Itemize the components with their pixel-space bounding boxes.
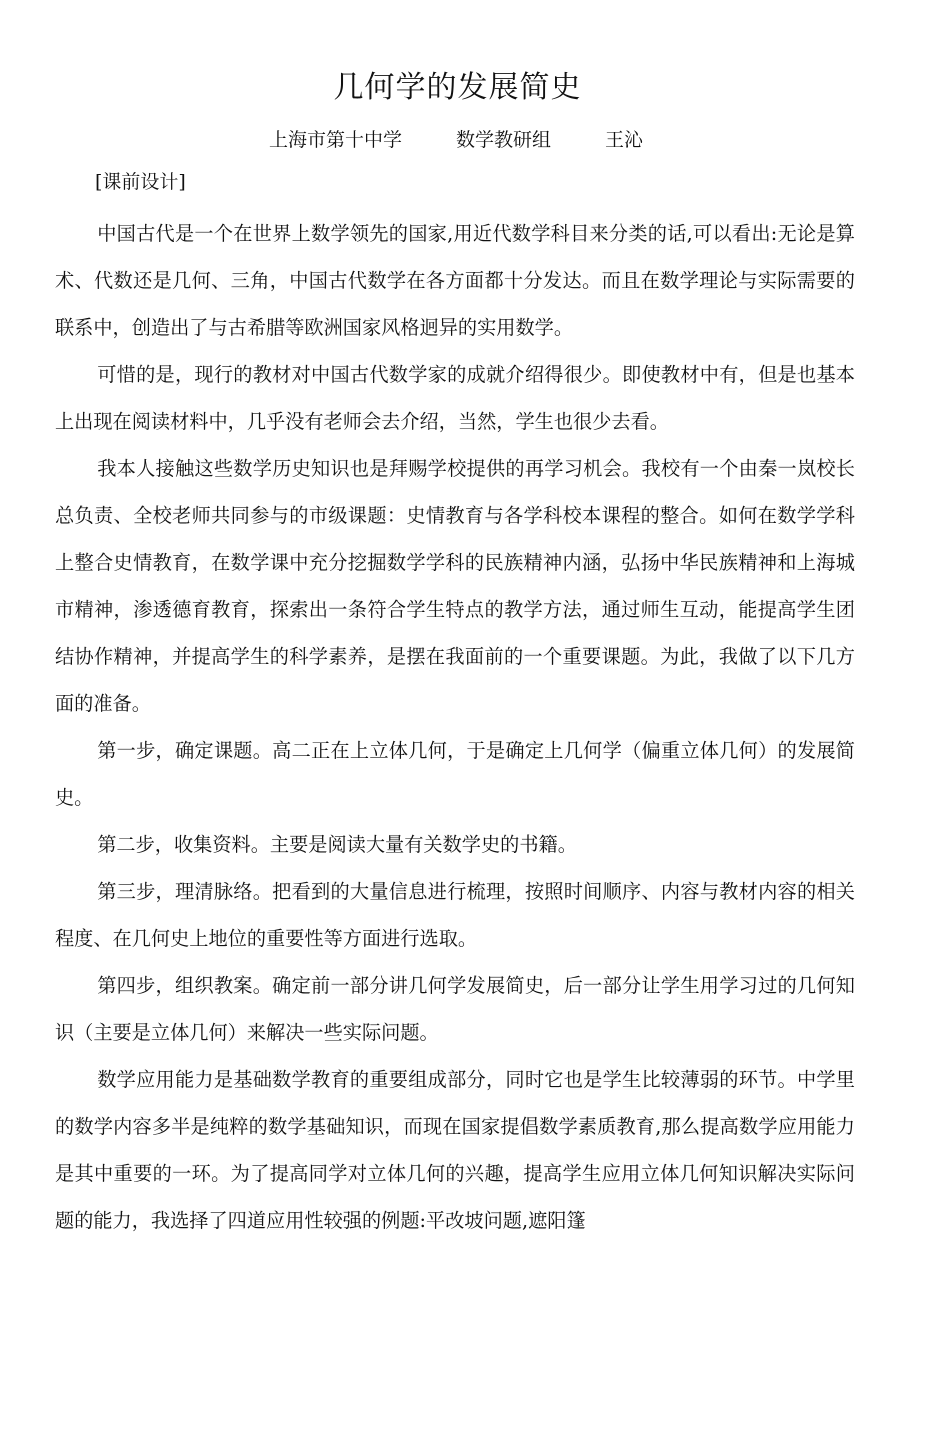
byline-group: 数学教研组 [455,129,551,151]
paragraph: 第一步，确定课题。高二正在上立体几何，于是确定上几何学（偏重立体几何）的发展简史。 [55,739,855,809]
paragraph: 第三步，理清脉络。把看到的大量信息进行梳理，按照时间顺序、内容与教材内容的相关程度、在几何史上地位的重要性等方面进行选取。 [55,880,855,950]
byline-school: 上海市第十中学 [268,129,402,151]
paragraph: 我本人接触这些数学历史知识也是拜赐学校提供的再学习机会。我校有一个由秦一岚校长总负责、全校老师共同参与的市级课题：史情教育与各学科校本课程的整合。如何在数学学科上整合史情教育，在数学课中充分挖掘数学学科的民族精神内涵，弘扬中华民族精神和上海城市精神，渗透德育教育，探索出一条符合学生特点的教学方法，通过师生互动，能提高学生团结协作精神，并提高学生的科学素养，是摆在我面前的一个重要课题。为此，我做了以下几方面的准备。 [55,457,855,715]
paragraph: 第四步，组织教案。确定前一部分讲几何学发展简史，后一部分让学生用学习过的几何知识（主要是立体几何）来解决一些实际问题。 [55,974,855,1044]
document-title: 几何学的发展简史 [333,70,582,105]
byline [55,122,855,158]
document-page [55,62,855,1244]
section-label: [课前设计] [95,171,186,193]
byline-author: 王沁 [605,129,644,151]
paragraph: 数学应用能力是基础数学教育的重要组成部分，同时它也是学生比较薄弱的环节。中学里的数学内容多半是纯粹的数学基础知识，而现在国家提倡数学素质教育,那么提高数学应用能力是其中重要的一环。为了提高同学对立体几何的兴趣，提高学生应用立体几何知识解决实际问题的能力，我选择了四道应用性较强的例题:平改坡问题,遮阳篷 [55,1068,855,1232]
paragraph: 中国古代是一个在世界上数学领先的国家,用近代数学科目来分类的话,可以看出:无论是算术、代数还是几何、三角，中国古代数学在各方面都十分发达。而且在数学理论与实际需要的联系中，创造出了与古希腊等欧洲国家风格迥异的实用数学。 [55,222,855,339]
paragraph: 可惜的是，现行的教材对中国古代数学家的成就介绍得很少。即使教材中有，但是也基本上出现在阅读材料中，几乎没有老师会去介绍，当然，学生也很少去看。 [55,363,855,433]
paragraph: 第二步，收集资料。主要是阅读大量有关数学史的书籍。 [97,833,577,856]
document-body [55,210,855,1244]
